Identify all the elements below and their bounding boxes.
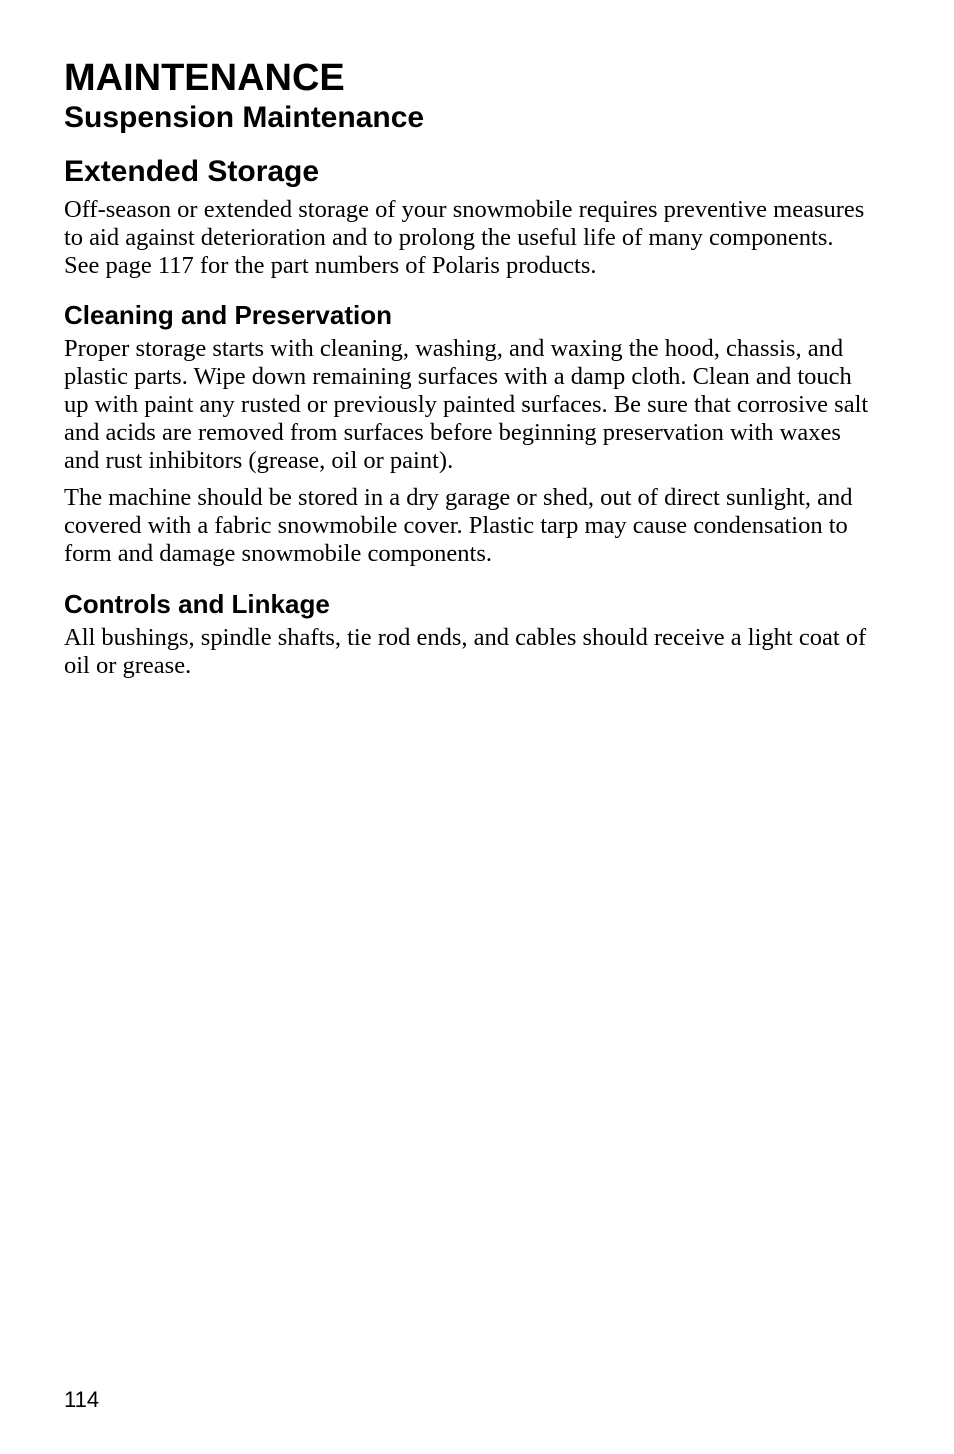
manual-page	[64, 56, 874, 689]
section-title: Suspension Maintenance	[64, 101, 425, 134]
extended-storage-heading: Extended Storage	[64, 155, 320, 188]
extended-storage-paragraph: Off-season or extended storage of your snowmobile requires preventive measures to aid against deterioration and to prolong the useful life of many components. See page 117 for the part numbers of Polaris products.	[64, 196, 865, 279]
cleaning-heading: Cleaning and Preservation	[64, 300, 392, 331]
controls-paragraph: All bushings, spindle shafts, tie rod ends, and cables should receive a light coat of oil or grease.	[64, 623, 867, 679]
cleaning-paragraph-1: Proper storage starts with cleaning, washing, and waxing the hood, chassis, and plastic parts. Wipe down remaining surfaces with a damp cloth. Clean and touch up with paint any rusted or previously painted surfaces. Be sure that corrosive salt and acids are removed from surfaces before beginning preservation with waxes and rust inhibitors (grease, oil or paint).	[64, 335, 869, 474]
cleaning-paragraph-2: The machine should be stored in a dry garage or shed, out of direct sunlight, and covered with a fabric snowmobile cover. Plastic tarp may cause condensation to form and damage snowmobile components.	[64, 484, 853, 567]
controls-heading: Controls and Linkage	[64, 588, 330, 619]
page-number: 114	[64, 1387, 100, 1412]
chapter-title: MAINTENANCE	[64, 57, 345, 99]
